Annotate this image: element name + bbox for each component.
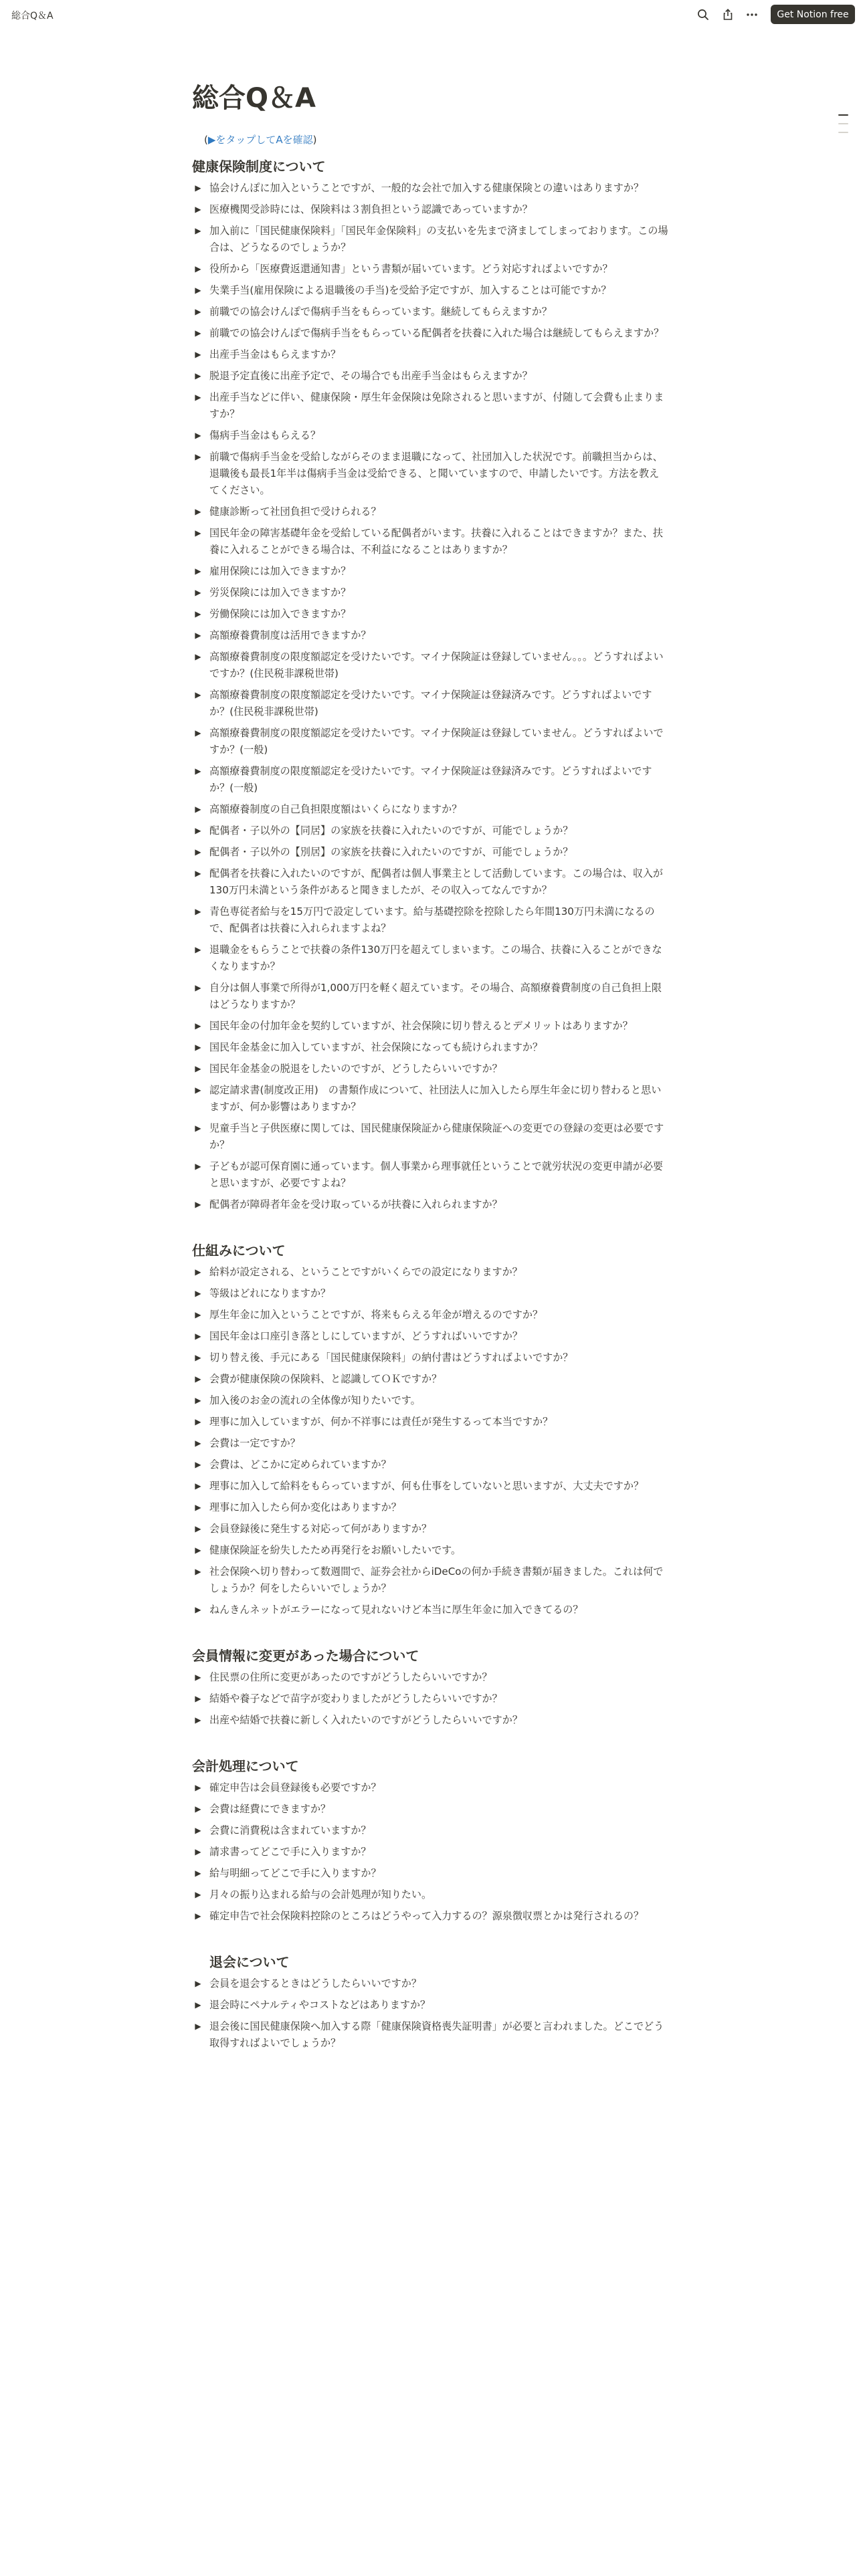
section-heading: 会計処理について [192,1758,299,1774]
faq-toggle-item[interactable] [192,427,668,444]
faq-toggle-item[interactable] [192,1414,668,1430]
faq-question: 医療機関受診時には、保険料は３割負担という認識であっていますか？ [209,203,533,215]
toggle-arrow-icon[interactable]: ▶ [195,1673,201,1682]
faq-toggle-item[interactable] [192,1371,668,1388]
faq-toggle-item[interactable] [192,801,668,818]
faq-question: 国民年金基金に加入していますが、社会保険になっても続けられますか？ [209,1041,543,1053]
faq-toggle-item[interactable] [192,606,668,623]
toggle-arrow-icon[interactable]: ▶ [195,804,201,814]
faq-toggle-item[interactable] [192,1478,668,1495]
faq-toggle-item[interactable] [192,1801,668,1818]
faq-question: 理事に加入していますが、何か不祥事には責任が発生するって本当ですか？ [209,1416,553,1428]
faq-question: 社会保険へ切り替わって数週間で、証券会社からiDeCoの何か手続き書類が届きました。これは何でしょうか？何をしたらいいでしょうか？ [209,1566,664,1594]
hint-link[interactable]: ▶をタップしてAを確認 [207,134,313,146]
faq-toggle-item[interactable] [192,1908,668,1925]
faq-toggle-item[interactable] [192,2018,668,2052]
faq-question: 加入後のお金の流れの全体像が知りたいです。 [209,1394,421,1406]
faq-question: ねんきんネットがエラーになって見れないけど本当に厚生年金に加入できてるの？ [209,1604,583,1616]
table-of-contents-minimap[interactable] [838,114,848,140]
faq-question: 雇用保険には加入できますか？ [209,565,351,577]
faq-toggle-item[interactable] [192,1196,668,1213]
faq-question: 配偶者が障碍者年金を受け取っているが扶養に入れられますか？ [209,1198,502,1210]
toggle-arrow-icon[interactable]: ▶ [195,1267,201,1277]
toggle-arrow-icon[interactable]: ▶ [195,226,201,235]
faq-toggle-item[interactable] [192,1285,668,1302]
toggle-arrow-icon[interactable]: ▶ [195,945,201,954]
faq-question: 等級はどれになりますか？ [209,1287,331,1299]
toggle-arrow-icon[interactable]: ▶ [195,1715,201,1725]
faq-question: 前職での協会けんぽで傷病手当をもらっています。継続してもらえますか？ [209,306,552,318]
faq-question: 理事に加入して給料をもらっていますが、何も仕事をしていないと思いますが、大丈夫ですか？ [209,1480,644,1492]
faq-toggle-item[interactable] [192,1887,668,1903]
faq-toggle-item[interactable] [192,1669,668,1686]
faq-toggle-item[interactable] [192,1602,668,1618]
toggle-arrow-icon[interactable]: ▶ [195,1481,201,1491]
toggle-arrow-icon[interactable]: ▶ [195,431,201,440]
section-heading: 健康保険制度について [192,158,326,175]
faq-toggle-item[interactable] [192,1844,668,1860]
faq-toggle-item[interactable] [192,504,668,520]
toggle-arrow-icon[interactable]: ▶ [195,1123,201,1133]
section-heading: 退会について [209,1954,290,1970]
faq-question: 加入前に「国民健康保険料」「国民年金保険料」の支払いを先まで済ましてしまっております。この場合は、どうなるのでしょうか？ [209,225,668,253]
faq-toggle-item[interactable] [192,1499,668,1516]
faq-question: 会費が健康保険の保険料、と認識してＯＫですか？ [209,1373,442,1385]
faq-toggle-item[interactable] [192,563,668,580]
toggle-arrow-icon[interactable]: ▶ [195,264,201,274]
faq-toggle-item[interactable] [192,1018,668,1035]
faq-toggle-item[interactable] [192,1691,668,1707]
faq-toggle-item[interactable] [192,1120,668,1154]
toggle-arrow-icon[interactable]: ▶ [195,1396,201,1405]
toggle-arrow-icon[interactable]: ▶ [195,452,201,461]
section [192,1646,668,1729]
toggle-arrow-icon[interactable]: ▶ [195,1417,201,1426]
faq-toggle-item[interactable] [192,1435,668,1452]
toggle-arrow-icon[interactable]: ▶ [195,1979,201,1988]
faq-question: 退会後に国民健康保険へ加入する際「健康保険資格喪失証明書」が必要と言われました。どこでどう取得すればよいでしょうか？ [209,2020,664,2049]
faq-toggle-item[interactable] [192,725,668,758]
toggle-arrow-icon[interactable]: ▶ [195,728,201,738]
toggle-arrow-icon[interactable]: ▶ [195,766,201,776]
faq-toggle-item[interactable] [192,201,668,218]
toggle-arrow-icon[interactable]: ▶ [195,1021,201,1031]
toggle-arrow-icon[interactable]: ▶ [195,1890,201,1899]
toggle-arrow-icon[interactable]: ▶ [195,1353,201,1362]
faq-toggle-item[interactable] [192,1997,668,2014]
section [192,1241,668,1618]
toggle-arrow-icon[interactable]: ▶ [195,350,201,359]
faq-toggle-item[interactable] [192,389,668,423]
faq-question: 認定請求書(制度改正用) の書類作成について、社団法人に加入したら厚生年金に切り替わると思いますが、何か影響はありますか？ [209,1084,662,1113]
toggle-arrow-icon[interactable]: ▶ [195,307,201,316]
faq-question: 確定申告で社会保険料控除のところはどうやって入力するの？源泉徴収票とかは発行されるの？ [209,1910,644,1922]
faq-question: 国民年金の付加年金を契約していますが、社会保険に切り替えるとデメリットはありますか？ [209,1020,633,1032]
toggle-arrow-icon[interactable]: ▶ [195,1438,201,1448]
faq-question: 会費に消費税は含まれていますか？ [209,1824,371,1836]
top-bar [0,0,859,29]
faq-toggle-item[interactable] [192,584,668,601]
faq-toggle-item[interactable] [192,1264,668,1281]
faq-toggle-item[interactable] [192,304,668,320]
faq-question: 国民年金基金の脱退をしたいのですが、どうしたらいいですか？ [209,1063,502,1075]
faq-question: 健康保険証を紛失したため再発行をお願いしたいです。 [209,1544,462,1556]
toggle-arrow-icon[interactable]: ▶ [195,1331,201,1341]
section-heading: 仕組みについて [192,1243,286,1259]
faq-question: 月々の振り込まれる給与の会計処理が知りたい。 [209,1889,432,1901]
faq-toggle-item[interactable] [192,649,668,682]
faq-question: 高額療養費制度の限度額認定を受けたいです。マイナ保険証は登録していません。どうすればよいですか？(一般) [209,727,664,756]
toggle-arrow-icon[interactable]: ▶ [195,205,201,214]
toggle-arrow-icon[interactable]: ▶ [195,1503,201,1512]
faq-question: 高額療養費制度は活用できますか？ [209,629,371,641]
share-icon[interactable] [721,7,735,22]
toggle-arrow-icon[interactable]: ▶ [195,1043,201,1052]
faq-question: 子どもが認可保育園に通っています。個人事業から理事就任ということで就労状況の変更申請が必要と思いますが、必要ですよね？ [209,1160,664,1189]
faq-toggle-item[interactable] [192,1392,668,1409]
faq-question: 理事に加入したら何か変化はありますか？ [209,1501,401,1513]
toggle-arrow-icon[interactable]: ▶ [195,690,201,700]
faq-toggle-item[interactable] [192,627,668,644]
faq-toggle-item[interactable] [192,525,668,558]
faq-toggle-item[interactable] [192,1564,668,1597]
faq-question: 退職金をもらうことで扶養の条件130万円を超えてしまいます。この場合、扶養に入ることができなくなりますか？ [209,944,662,972]
faq-question: 確定申告は会員登録後も必要ですか？ [209,1782,381,1794]
toggle-arrow-icon[interactable]: ▶ [195,1826,201,1835]
faq-toggle-item[interactable] [192,1457,668,1473]
faq-question: 住民票の住所に変更があったのですがどうしたらいいですか？ [209,1671,492,1683]
faq-question: 出産手当などに伴い、健康保険・厚生年金保険は免除されると思いますが、付随して会費も止まりますか？ [209,391,664,420]
faq-question: 会費は一定ですか？ [209,1437,300,1449]
page-content [192,74,668,2080]
toc-marker[interactable] [838,132,848,133]
faq-question: 配偶者を扶養に入れたいのですが、配偶者は個人事業主として活動しています。この場合は、収入が130万円未満という条件があると聞きましたが、その収入ってなんですか？ [209,867,664,896]
faq-toggle-item[interactable] [192,1061,668,1077]
faq-toggle-item[interactable] [192,1542,668,1559]
toggle-arrow-icon[interactable]: ▶ [195,183,201,193]
faq-question: 高額療養費制度の限度額認定を受けたいです。マイナ保険証は登録済みです。どうすればよいですか？(一般) [209,765,652,794]
toggle-arrow-icon[interactable]: ▶ [195,528,201,538]
faq-question: 会員登録後に発生する対応って何がありますか？ [209,1523,432,1535]
faq-toggle-item[interactable] [192,1865,668,1882]
toggle-arrow-icon[interactable]: ▶ [195,286,201,295]
faq-toggle-item[interactable] [192,1975,668,1992]
toc-marker[interactable] [838,114,848,116]
faq-question: 傷病手当金はもらえる？ [209,429,321,441]
faq-question: 給料が設定される、ということですがいくらでの設定になりますか？ [209,1266,522,1278]
toggle-arrow-icon[interactable]: ▶ [195,1374,201,1384]
toggle-arrow-icon[interactable]: ▶ [195,1868,201,1878]
toggle-arrow-icon[interactable]: ▶ [195,328,201,338]
section [192,1757,668,1925]
faq-toggle-item[interactable] [192,346,668,363]
faq-toggle-item[interactable] [192,1082,668,1115]
faq-toggle-item[interactable] [192,261,668,278]
faq-question: 労災保険には加入できますか？ [209,586,351,599]
faq-question: 会費は経費にできますか？ [209,1803,331,1815]
faq-toggle-item[interactable] [192,823,668,839]
faq-toggle-item[interactable] [192,1158,668,1192]
toggle-arrow-icon[interactable]: ▶ [195,2000,201,2010]
faq-question: 配偶者・子以外の【同居】の家族を扶養に入れたいのですが、可能でしょうか？ [209,825,573,837]
faq-toggle-item[interactable] [192,368,668,385]
toggle-arrow-icon[interactable]: ▶ [195,907,201,916]
toggle-arrow-icon[interactable]: ▶ [195,1567,201,1576]
faq-question: 高額療養費制度の限度額認定を受けたいです。マイナ保険証は登録済みです。どうすればよいですか？(住民税非課税世帯) [209,689,652,718]
faq-question: 出産手当金はもらえますか？ [209,348,341,360]
faq-question: 役所から「医療費返還通知書」という書類が届いています。どう対応すればよいですか？ [209,263,613,275]
toggle-arrow-icon[interactable]: ▶ [195,1783,201,1792]
faq-question: 協会けんぽに加入ということですが、一般的な会社で加入する健康保険との違いはありますか？ [209,182,644,194]
faq-toggle-item[interactable] [192,1712,668,1729]
faq-question: 青色専従者給与を15万円で設定しています。給与基礎控除を控除したら年間130万円未満になるので、配偶者は扶養に入れられますよね？ [209,905,655,934]
faq-question: 国民年金の障害基礎年金を受給している配偶者がいます。扶養に入れることはできますか？また、扶養に入れることができる場合は、不利益になることはありますか？ [209,527,664,556]
faq-toggle-item[interactable] [192,1039,668,1056]
faq-question: 会員を退会するときはどうしたらいいですか？ [209,1977,421,1990]
toggle-arrow-icon[interactable]: ▶ [195,1460,201,1469]
faq-toggle-item[interactable] [192,1822,668,1839]
faq-question: 児童手当と子供医療に関しては、国民健康保険証から健康保険証への変更での登録の変更は必要ですか？ [209,1122,664,1151]
toggle-arrow-icon[interactable]: ▶ [195,1085,201,1095]
faq-toggle-item[interactable] [192,180,668,197]
faq-question: 配偶者・子以外の【別居】の家族を扶養に入れたいのですが、可能でしょうか？ [209,846,573,858]
faq-toggle-item[interactable] [192,687,668,720]
faq-toggle-item[interactable] [192,865,668,899]
get-notion-free-button[interactable]: Get Notion free [771,5,855,24]
toggle-arrow-icon[interactable]: ▶ [195,566,201,576]
page-hint: (▶をタップしてAを確認) [204,134,317,146]
toggle-arrow-icon[interactable]: ▶ [195,1911,201,1921]
toggle-arrow-icon[interactable]: ▶ [195,2022,201,2031]
toggle-arrow-icon[interactable]: ▶ [195,1289,201,1298]
toggle-arrow-icon[interactable]: ▶ [195,869,201,878]
workspace-title[interactable]: 総合Q＆A [11,11,54,21]
faq-toggle-item[interactable] [192,1521,668,1537]
toc-marker[interactable] [838,123,848,124]
toggle-arrow-icon[interactable]: ▶ [195,1200,201,1209]
faq-question: 脱退予定直後に出産予定で、その場合でも出産手当金はもらえますか？ [209,370,533,382]
toggle-arrow-icon[interactable]: ▶ [195,507,201,516]
section [192,1953,668,2052]
faq-toggle-item[interactable] [192,223,668,256]
faq-toggle-item[interactable] [192,1780,668,1796]
faq-toggle-item[interactable] [192,844,668,861]
faq-question: 高額療養費制度の限度額認定を受けたいです。マイナ保険証は登録していません。。。どうすればよいですか？(住民税非課税世帯) [209,651,664,679]
page-title: 総合Q＆A [192,83,316,114]
faq-toggle-item[interactable] [192,980,668,1013]
faq-toggle-item[interactable] [192,942,668,975]
faq-toggle-item[interactable] [192,903,668,937]
toggle-arrow-icon[interactable]: ▶ [195,652,201,661]
faq-question: 自分は個人事業で所得が1,000万円を軽く超えています。その場合、高額療養費制度の自己負担上限はどうなりますか？ [209,982,662,1010]
toggle-arrow-icon[interactable]: ▶ [195,393,201,402]
faq-toggle-item[interactable] [192,449,668,499]
toggle-arrow-icon[interactable]: ▶ [195,1545,201,1555]
toggle-arrow-icon[interactable]: ▶ [195,1605,201,1614]
toggle-arrow-icon[interactable]: ▶ [195,371,201,381]
faq-question: 結婚や養子などで苗字が変わりましたがどうしたらいいですか？ [209,1693,502,1705]
toggle-arrow-icon[interactable]: ▶ [195,1804,201,1814]
sections-container [192,157,668,2052]
faq-question: 失業手当(雇用保険による退職後の手当)を受給予定ですが、加入することは可能ですか？ [209,284,611,296]
toggle-arrow-icon[interactable]: ▶ [195,1524,201,1533]
faq-question: 前職での協会けんぽで傷病手当をもらっている配偶者を扶養に入れた場合は継続してもらえますか？ [209,327,664,339]
toggle-arrow-icon[interactable]: ▶ [195,1064,201,1073]
toggle-arrow-icon[interactable]: ▶ [195,1694,201,1703]
faq-question: 請求書ってどこで手に入りますか？ [209,1846,371,1858]
faq-question: 給与明細ってどこで手に入りますか？ [209,1867,381,1879]
faq-toggle-item[interactable] [192,282,668,299]
faq-toggle-item[interactable] [192,1328,668,1345]
search-icon[interactable] [696,7,710,22]
faq-question: 前職で傷病手当金を受給しながらそのまま退職になって、社団加入した状況です。前職担当からは、退職後も最長1年半は傷病手当金は受給できる、と聞いていますので、申請したいです。方法を教えてください。 [209,451,663,496]
more-icon[interactable] [745,7,759,22]
faq-question: 国民年金は口座引き落としにしていますが、どうすればいいですか？ [209,1330,522,1342]
faq-question: 高額療養制度の自己負担限度額はいくらになりますか？ [209,803,462,815]
toggle-arrow-icon[interactable]: ▶ [195,631,201,640]
faq-toggle-item[interactable] [192,763,668,796]
toggle-arrow-icon: ▶ [207,134,216,146]
toggle-arrow-icon[interactable]: ▶ [195,983,201,992]
faq-question: 健康診断って社団負担で受けられる？ [209,506,381,518]
faq-question: 厚生年金に加入ということですが、将来もらえる年金が増えるのですか？ [209,1309,543,1321]
toggle-arrow-icon[interactable]: ▶ [195,847,201,857]
faq-question: 退会時にペナルティやコストなどはありますか？ [209,1999,431,2011]
toggle-arrow-icon[interactable]: ▶ [195,588,201,597]
faq-question: 切り替え後、手元にある「国民健康保険料」の納付書はどうすればよいですか？ [209,1352,573,1364]
faq-question: 出産や結婚で扶養に新しく入れたいのですがどうしたらいいですか？ [209,1714,522,1726]
faq-toggle-item[interactable] [192,1350,668,1366]
section-heading: 会員情報に変更があった場合について [192,1648,419,1664]
toggle-arrow-icon[interactable]: ▶ [195,1310,201,1319]
faq-toggle-item[interactable] [192,1307,668,1323]
faq-toggle-item[interactable] [192,325,668,342]
section [192,157,668,1213]
toggle-arrow-icon[interactable]: ▶ [195,826,201,835]
toggle-arrow-icon[interactable]: ▶ [195,1162,201,1171]
faq-question: 会費は、どこかに定められていますか？ [209,1459,391,1471]
toggle-arrow-icon[interactable]: ▶ [195,1847,201,1856]
faq-question: 労働保険には加入できますか？ [209,608,351,620]
toggle-arrow-icon[interactable]: ▶ [195,609,201,619]
